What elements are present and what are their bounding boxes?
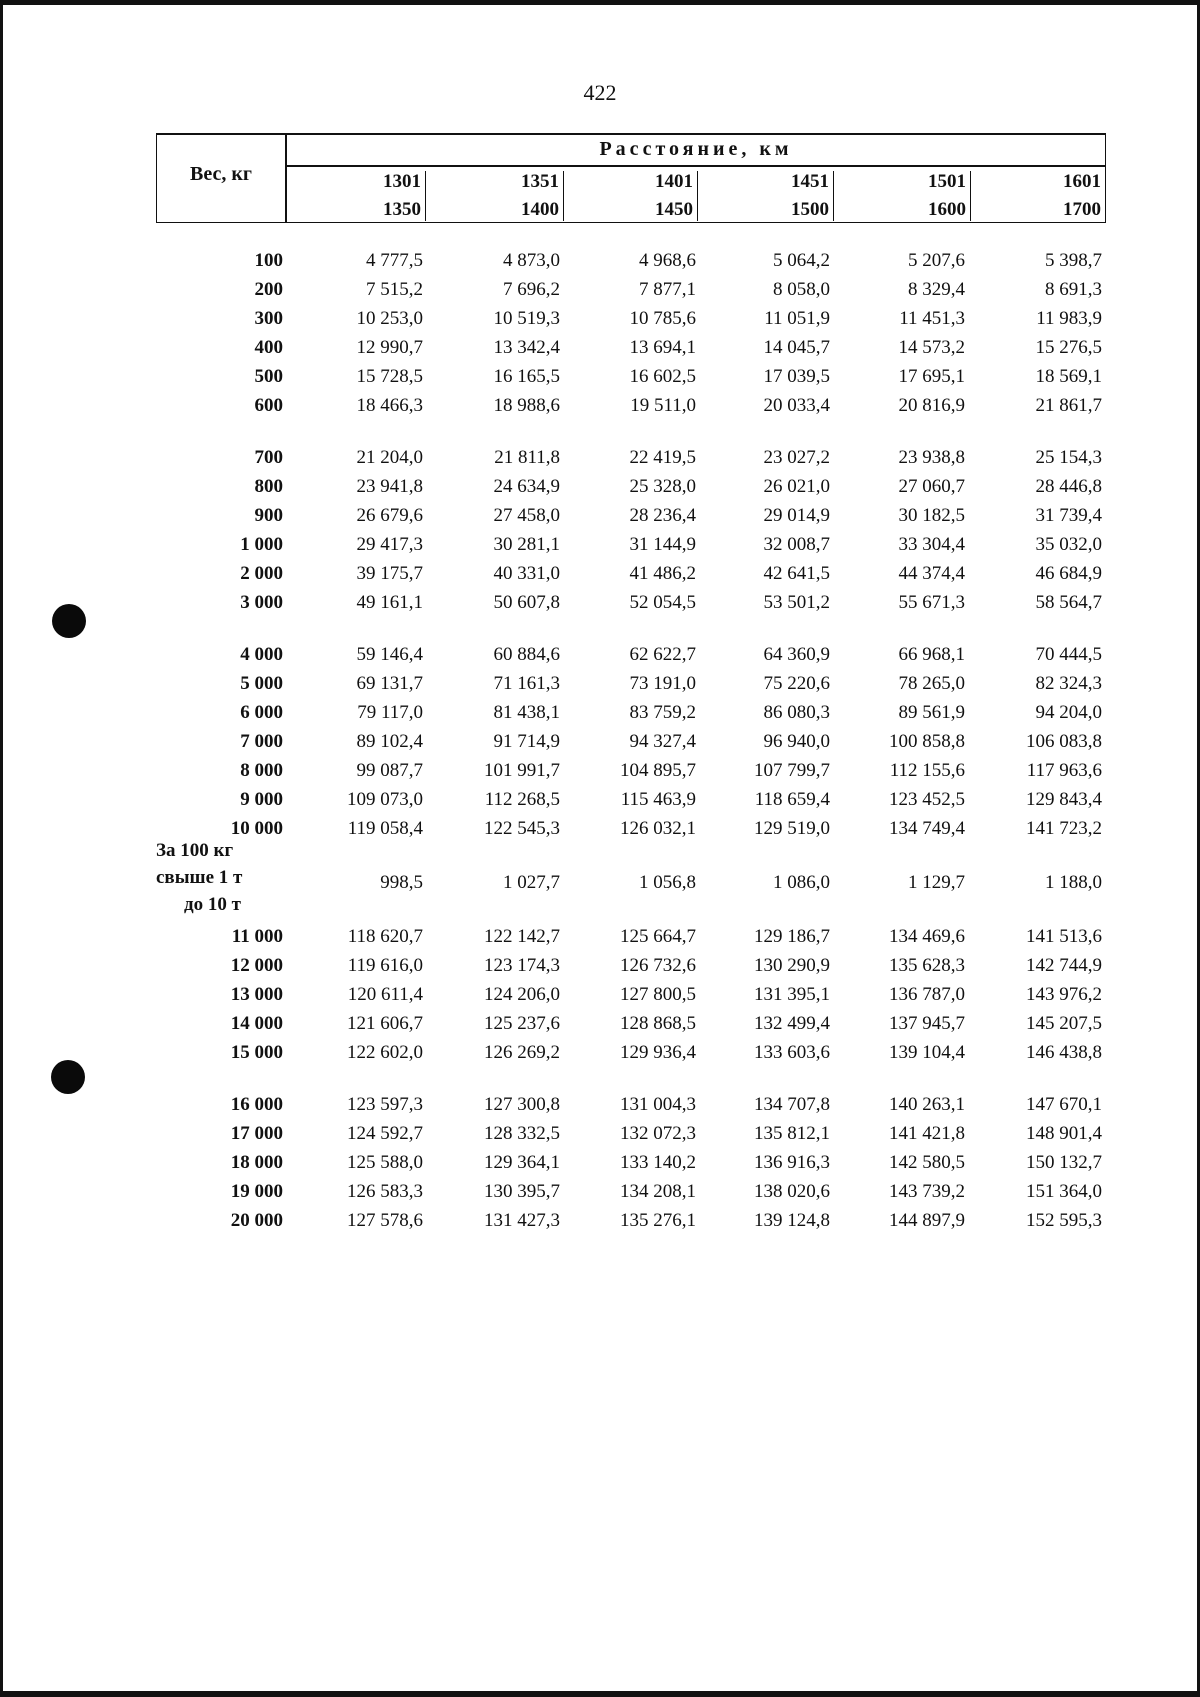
rate-cell: 146 438,8 [1026, 1042, 1102, 1063]
rate-cell: 52 054,5 [629, 592, 696, 613]
rate-cell: 127 800,5 [620, 984, 696, 1005]
rate-cell: 27 458,0 [493, 505, 560, 526]
table-row [0, 818, 1200, 844]
table-row [0, 702, 1200, 728]
rate-cell: 70 444,5 [1035, 644, 1102, 665]
weight-cell: 900 [254, 505, 283, 526]
rate-cell: 135 812,1 [754, 1123, 830, 1144]
rate-cell: 7 696,2 [503, 279, 560, 300]
table-row [0, 731, 1200, 757]
rate-cell: 129 843,4 [1026, 789, 1102, 810]
rate-cell: 10 785,6 [629, 308, 696, 329]
weight-cell: 1 000 [240, 534, 283, 555]
rate-cell: 135 628,3 [889, 955, 965, 976]
rate-cell: 119 616,0 [347, 955, 423, 976]
table-row [0, 1181, 1200, 1207]
rate-cell: 66 968,1 [898, 644, 965, 665]
rate-cell: 130 395,7 [484, 1181, 560, 1202]
rate-cell: 81 438,1 [493, 702, 560, 723]
weight-cell: 8 000 [240, 760, 283, 781]
table-row [0, 760, 1200, 786]
table-row [0, 789, 1200, 815]
rate-cell: 134 208,1 [620, 1181, 696, 1202]
rate-cell: 24 634,9 [493, 476, 560, 497]
rate-cell: 29 014,9 [763, 505, 830, 526]
rate-cell: 17 695,1 [898, 366, 965, 387]
table-row [0, 1123, 1200, 1149]
rate-cell: 58 564,7 [1035, 592, 1102, 613]
rate-cell: 7 877,1 [639, 279, 696, 300]
weight-cell: 700 [254, 447, 283, 468]
rate-cell: 20 816,9 [898, 395, 965, 416]
rate-cell: 121 606,7 [347, 1013, 423, 1034]
table-row [0, 250, 1200, 276]
weight-cell: 17 000 [230, 1123, 283, 1144]
rate-cell: 69 131,7 [356, 673, 423, 694]
rate-cell: 122 142,7 [484, 926, 560, 947]
weight-cell: 2 000 [240, 563, 283, 584]
rate-cell: 53 501,2 [763, 592, 830, 613]
table-row [0, 1152, 1200, 1178]
distance-column-header [577, 168, 697, 224]
distance-from: 1601 [1063, 171, 1101, 192]
rate-cell: 62 622,7 [629, 644, 696, 665]
table-row [0, 644, 1200, 670]
weight-cell: 18 000 [230, 1152, 283, 1173]
table-row [0, 395, 1200, 421]
distance-from: 1451 [791, 171, 829, 192]
rate-cell: 133 140,2 [620, 1152, 696, 1173]
rate-cell: 71 161,3 [493, 673, 560, 694]
table-row [0, 673, 1200, 699]
rate-cell: 141 723,2 [1026, 818, 1102, 839]
weight-cell: 5 000 [240, 673, 283, 694]
distance-to: 1400 [521, 199, 559, 220]
rate-note-line: свыше 1 т [156, 867, 243, 888]
rate-cell: 151 364,0 [1026, 1181, 1102, 1202]
rate-cell: 131 395,1 [754, 984, 830, 1005]
table-row [0, 984, 1200, 1010]
table-row [0, 1042, 1200, 1068]
rate-cell: 75 220,6 [763, 673, 830, 694]
rate-cell: 130 290,9 [754, 955, 830, 976]
rate-cell: 104 895,7 [620, 760, 696, 781]
rate-cell: 13 342,4 [493, 337, 560, 358]
rate-cell: 132 072,3 [620, 1123, 696, 1144]
rate-cell: 122 602,0 [347, 1042, 423, 1063]
weight-cell: 200 [254, 279, 283, 300]
weight-cell: 4 000 [240, 644, 283, 665]
rate-cell: 118 659,4 [754, 789, 830, 810]
rate-cell: 26 021,0 [763, 476, 830, 497]
rate-note-line: до 10 т [184, 894, 241, 915]
rate-cell: 50 607,8 [493, 592, 560, 613]
rate-cell: 16 602,5 [629, 366, 696, 387]
distance-column-header [985, 168, 1105, 224]
rate-cell: 23 938,8 [898, 447, 965, 468]
rate-cell: 129 519,0 [754, 818, 830, 839]
rate-cell: 23 027,2 [763, 447, 830, 468]
rate-cell: 128 332,5 [484, 1123, 560, 1144]
rate-cell: 59 146,4 [356, 644, 423, 665]
weight-cell: 400 [254, 337, 283, 358]
rate-cell: 141 421,8 [889, 1123, 965, 1144]
table-row [0, 308, 1200, 334]
rate-cell: 15 276,5 [1035, 337, 1102, 358]
rate-cell: 134 707,8 [754, 1094, 830, 1115]
rate-cell: 134 749,4 [889, 818, 965, 839]
weight-cell: 600 [254, 395, 283, 416]
weight-cell: 15 000 [230, 1042, 283, 1063]
rate-cell: 89 561,9 [898, 702, 965, 723]
distance-column-header [305, 168, 425, 224]
rate-cell: 18 569,1 [1035, 366, 1102, 387]
distance-column-header [713, 168, 833, 224]
rate-cell: 86 080,3 [763, 702, 830, 723]
rate-cell: 79 117,0 [357, 702, 423, 723]
weight-cell: 6 000 [240, 702, 283, 723]
rate-cell: 12 990,7 [356, 337, 423, 358]
table-row [0, 476, 1200, 502]
weight-cell: 500 [254, 366, 283, 387]
rate-cell: 119 058,4 [347, 818, 423, 839]
weight-cell: 13 000 [230, 984, 283, 1005]
rate-cell: 73 191,0 [629, 673, 696, 694]
table-row [0, 1094, 1200, 1120]
weight-cell: 800 [254, 476, 283, 497]
table-row [0, 447, 1200, 473]
rate-cell: 134 469,6 [889, 926, 965, 947]
rate-cell: 16 165,5 [493, 366, 560, 387]
rate-cell: 136 787,0 [889, 984, 965, 1005]
distance-to: 1600 [928, 199, 966, 220]
rate-cell: 998,5 [380, 872, 423, 893]
rate-cell: 125 664,7 [620, 926, 696, 947]
header-divider [1105, 171, 1107, 221]
weight-cell: 7 000 [240, 731, 283, 752]
rate-cell: 5 398,7 [1045, 250, 1102, 271]
rate-cell: 1 086,0 [773, 872, 830, 893]
page-number: 422 [583, 80, 617, 105]
rate-cell: 126 583,3 [347, 1181, 423, 1202]
rate-cell: 10 253,0 [356, 308, 423, 329]
rate-cell: 109 073,0 [347, 789, 423, 810]
rate-cell: 33 304,4 [898, 534, 965, 555]
rate-cell: 123 174,3 [484, 955, 560, 976]
distance-from: 1301 [383, 171, 421, 192]
table-row [0, 1013, 1200, 1039]
rate-cell: 5 207,6 [908, 250, 965, 271]
rate-cell: 8 058,0 [773, 279, 830, 300]
rate-cell: 44 374,4 [898, 563, 965, 584]
rate-cell: 30 182,5 [898, 505, 965, 526]
rate-cell: 100 858,8 [889, 731, 965, 752]
distance-to: 1450 [655, 199, 693, 220]
header-divider [286, 165, 1105, 167]
rate-cell: 141 513,6 [1026, 926, 1102, 947]
rate-cell: 137 945,7 [889, 1013, 965, 1034]
rate-cell: 8 691,3 [1045, 279, 1102, 300]
distance-from: 1401 [655, 171, 693, 192]
rate-cell: 94 327,4 [629, 731, 696, 752]
rate-cell: 124 592,7 [347, 1123, 423, 1144]
rate-cell: 131 427,3 [484, 1210, 560, 1231]
rate-cell: 144 897,9 [889, 1210, 965, 1231]
rate-cell: 89 102,4 [356, 731, 423, 752]
rate-cell: 4 968,6 [639, 250, 696, 271]
rate-cell: 127 300,8 [484, 1094, 560, 1115]
rate-cell: 112 155,6 [889, 760, 965, 781]
rate-cell: 1 129,7 [908, 872, 965, 893]
weight-cell: 3 000 [240, 592, 283, 613]
rate-cell: 60 884,6 [493, 644, 560, 665]
rate-cell: 142 744,9 [1026, 955, 1102, 976]
rate-cell: 18 988,6 [493, 395, 560, 416]
header-divider [563, 171, 565, 221]
rate-cell: 22 419,5 [629, 447, 696, 468]
rate-cell: 78 265,0 [898, 673, 965, 694]
rate-cell: 21 861,7 [1035, 395, 1102, 416]
rate-cell: 5 064,2 [773, 250, 830, 271]
table-row [0, 872, 1200, 898]
rate-cell: 115 463,9 [620, 789, 696, 810]
rate-cell: 139 104,4 [889, 1042, 965, 1063]
rate-cell: 143 976,2 [1026, 984, 1102, 1005]
distance-to: 1350 [383, 199, 421, 220]
header-divider [425, 171, 427, 221]
distance-from: 1501 [928, 171, 966, 192]
table-row [0, 955, 1200, 981]
rate-cell: 122 545,3 [484, 818, 560, 839]
rate-cell: 129 364,1 [484, 1152, 560, 1173]
table-row [0, 592, 1200, 618]
table-row [0, 366, 1200, 392]
rate-cell: 40 331,0 [493, 563, 560, 584]
rate-cell: 125 237,6 [484, 1013, 560, 1034]
header-divider [697, 171, 699, 221]
distance-column-header [443, 168, 563, 224]
rate-cell: 31 739,4 [1035, 505, 1102, 526]
rate-cell: 35 032,0 [1035, 534, 1102, 555]
rate-cell: 131 004,3 [620, 1094, 696, 1115]
rate-cell: 120 611,4 [347, 984, 423, 1005]
rate-cell: 25 328,0 [629, 476, 696, 497]
rate-cell: 91 714,9 [493, 731, 560, 752]
rate-cell: 135 276,1 [620, 1210, 696, 1231]
rate-cell: 112 268,5 [484, 789, 560, 810]
header-divider [970, 171, 972, 221]
rate-cell: 126 732,6 [620, 955, 696, 976]
rate-cell: 94 204,0 [1035, 702, 1102, 723]
rate-cell: 133 603,6 [754, 1042, 830, 1063]
rate-cell: 8 329,4 [908, 279, 965, 300]
rate-cell: 142 580,5 [889, 1152, 965, 1173]
rate-cell: 41 486,2 [629, 563, 696, 584]
rate-cell: 96 940,0 [763, 731, 830, 752]
rate-cell: 30 281,1 [493, 534, 560, 555]
weight-cell: 19 000 [230, 1181, 283, 1202]
rate-cell: 147 670,1 [1026, 1094, 1102, 1115]
rate-cell: 143 739,2 [889, 1181, 965, 1202]
rate-note-line: За 100 кг [156, 840, 234, 861]
table-row [0, 926, 1200, 952]
rate-cell: 19 511,0 [630, 395, 696, 416]
rate-cell: 11 451,3 [899, 308, 965, 329]
rate-cell: 14 045,7 [763, 337, 830, 358]
weight-cell: 10 000 [230, 818, 283, 839]
rate-cell: 126 269,2 [484, 1042, 560, 1063]
table-row [0, 563, 1200, 589]
rate-cell: 124 206,0 [484, 984, 560, 1005]
rate-cell: 150 132,7 [1026, 1152, 1102, 1173]
rate-cell: 7 515,2 [366, 279, 423, 300]
distance-to: 1700 [1063, 199, 1101, 220]
rate-cell: 21 204,0 [356, 447, 423, 468]
rate-cell: 1 027,7 [503, 872, 560, 893]
table-row [0, 337, 1200, 363]
distance-to: 1500 [791, 199, 829, 220]
rate-cell: 1 056,8 [639, 872, 696, 893]
rate-cell: 127 578,6 [347, 1210, 423, 1231]
rate-cell: 27 060,7 [898, 476, 965, 497]
rate-cell: 140 263,1 [889, 1094, 965, 1115]
rate-cell: 129 936,4 [620, 1042, 696, 1063]
rate-cell: 49 161,1 [356, 592, 423, 613]
rate-cell: 42 641,5 [763, 563, 830, 584]
weight-cell: 20 000 [230, 1210, 283, 1231]
rate-cell: 129 186,7 [754, 926, 830, 947]
rate-cell: 123 452,5 [889, 789, 965, 810]
rate-cell: 23 941,8 [356, 476, 423, 497]
weight-cell: 300 [254, 308, 283, 329]
rate-cell: 17 039,5 [763, 366, 830, 387]
distance-from: 1351 [521, 171, 559, 192]
rate-cell: 32 008,7 [763, 534, 830, 555]
weight-cell: 14 000 [230, 1013, 283, 1034]
weight-cell: 9 000 [240, 789, 283, 810]
rate-cell: 138 020,6 [754, 1181, 830, 1202]
table-row [0, 505, 1200, 531]
rate-cell: 55 671,3 [898, 592, 965, 613]
rate-cell: 11 983,9 [1036, 308, 1102, 329]
rate-cell: 13 694,1 [629, 337, 696, 358]
distance-heading: Расстояние, км [599, 138, 793, 160]
rate-cell: 46 684,9 [1035, 563, 1102, 584]
rate-cell: 64 360,9 [763, 644, 830, 665]
rate-cell: 10 519,3 [493, 308, 560, 329]
weight-heading: Вес, кг [190, 163, 252, 185]
rate-cell: 82 324,3 [1035, 673, 1102, 694]
rate-cell: 117 963,6 [1026, 760, 1102, 781]
weight-cell: 12 000 [230, 955, 283, 976]
rate-cell: 1 188,0 [1045, 872, 1102, 893]
rate-cell: 25 154,3 [1035, 447, 1102, 468]
rate-cell: 126 032,1 [620, 818, 696, 839]
rate-cell: 106 083,8 [1026, 731, 1102, 752]
table-row [0, 534, 1200, 560]
rate-cell: 4 777,5 [366, 250, 423, 271]
rate-cell: 101 991,7 [484, 760, 560, 781]
rate-cell: 83 759,2 [629, 702, 696, 723]
rate-cell: 107 799,7 [754, 760, 830, 781]
rate-cell: 125 588,0 [347, 1152, 423, 1173]
rate-cell: 136 916,3 [754, 1152, 830, 1173]
rate-cell: 4 873,0 [503, 250, 560, 271]
weight-cell: 16 000 [230, 1094, 283, 1115]
distance-column-header [850, 168, 970, 224]
rate-cell: 39 175,7 [356, 563, 423, 584]
weight-cell: 11 000 [231, 926, 283, 947]
rate-cell: 139 124,8 [754, 1210, 830, 1231]
rate-cell: 31 144,9 [629, 534, 696, 555]
rate-cell: 145 207,5 [1026, 1013, 1102, 1034]
rate-cell: 128 868,5 [620, 1013, 696, 1034]
rate-cell: 20 033,4 [763, 395, 830, 416]
rate-cell: 21 811,8 [494, 447, 560, 468]
rate-cell: 14 573,2 [898, 337, 965, 358]
rate-cell: 15 728,5 [356, 366, 423, 387]
table-row [0, 279, 1200, 305]
rate-cell: 28 236,4 [629, 505, 696, 526]
rate-cell: 132 499,4 [754, 1013, 830, 1034]
rate-cell: 152 595,3 [1026, 1210, 1102, 1231]
rate-cell: 18 466,3 [356, 395, 423, 416]
weight-cell: 100 [254, 250, 283, 271]
table-row [0, 1210, 1200, 1236]
rate-cell: 29 417,3 [356, 534, 423, 555]
rate-cell: 26 679,6 [356, 505, 423, 526]
rate-cell: 28 446,8 [1035, 476, 1102, 497]
rate-cell: 118 620,7 [347, 926, 423, 947]
header-divider [833, 171, 835, 221]
rate-cell: 123 597,3 [347, 1094, 423, 1115]
rate-cell: 11 051,9 [764, 308, 830, 329]
rate-cell: 148 901,4 [1026, 1123, 1102, 1144]
rate-cell: 99 087,7 [356, 760, 423, 781]
